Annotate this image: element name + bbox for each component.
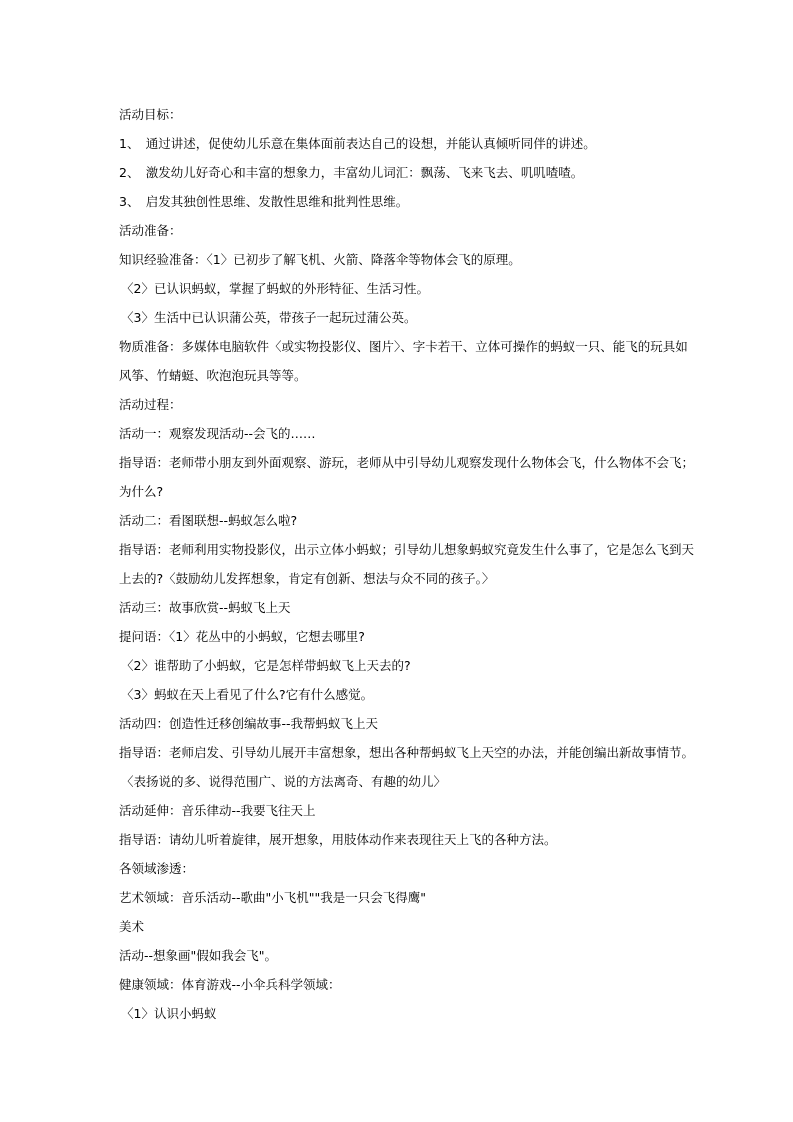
activity-extension-guide: 指导语：请幼儿听着旋律，展开想象，用肢体动作来表现往天上飞的各种方法。	[119, 832, 557, 847]
activity-three-question-3: 〈3〉蚂蚁在天上看见了什么?它有什么感觉。	[121, 687, 374, 702]
heading-activity-preparation: 活动准备：	[119, 223, 182, 238]
heading-activity-goals: 活动目标：	[119, 107, 182, 122]
science-item-1: 〈1〉认识小蚂蚁	[121, 1006, 217, 1021]
fine-arts-label: 美术	[119, 919, 145, 934]
knowledge-prep-1: 知识经验准备：〈1〉已初步了解飞机、火箭、降落伞等物体会飞的原理。	[119, 252, 521, 267]
activity-extension-title: 活动延伸：音乐律动--我要飞往天上	[119, 803, 316, 818]
material-prep-line-1: 物质准备：多媒体电脑软件〈或实物投影仪、图片〉、字卡若干、立体可操作的蚂蚁一只、能飞的玩具如	[119, 339, 688, 354]
activity-one-title: 活动一：观察发现活动--会飞的……	[119, 426, 316, 441]
knowledge-prep-3: 〈3〉生活中已认识蒲公英，带孩子一起玩过蒲公英。	[121, 310, 417, 325]
activity-three-title: 活动三：故事欣赏--蚂蚁飞上天	[119, 600, 291, 615]
art-domain-line: 艺术领域：音乐活动--歌曲"小飞机""我是一只会飞得鹰"	[119, 890, 427, 905]
fine-arts-activity: 活动--想象画"假如我会飞"。	[119, 948, 278, 963]
activity-four-guide: 指导语：老师启发、引导幼儿展开丰富想象，想出各种帮蚂蚁飞上天空的办法，并能创编出新故事情节。	[119, 745, 695, 760]
activity-four-note: 〈表扬说的多、说得范围广、说的方法离奇、有趣的幼儿〉	[121, 774, 447, 789]
activity-one-guide-line-1: 指导语：老师带小朋友到外面观察、游玩，老师从中引导幼儿观察发现什么物体会飞，什么物体不会飞；	[119, 455, 695, 470]
heading-domain-integration: 各领域渗透：	[119, 861, 195, 876]
material-prep-line-2: 风筝、竹蜻蜓、吹泡泡玩具等等。	[119, 368, 307, 383]
document-body	[119, 100, 695, 1028]
activity-three-question-2: 〈2〉谁帮助了小蚂蚁，它是怎样带蚂蚁飞上天去的?	[121, 658, 411, 673]
heading-activity-process: 活动过程：	[119, 397, 182, 412]
goal-item-2: 2、 激发幼儿好奇心和丰富的想象力，丰富幼儿词汇：飘荡、飞来飞去、叽叽喳喳。	[119, 165, 584, 180]
activity-one-guide-line-2: 为什么?	[119, 484, 164, 499]
knowledge-prep-2: 〈2〉已认识蚂蚁，掌握了蚂蚁的外形特征、生活习性。	[121, 281, 429, 296]
activity-three-question-1: 提问语：〈1〉花丛中的小蚂蚁，它想去哪里?	[119, 629, 365, 644]
goal-item-1: 1、 通过讲述，促使幼儿乐意在集体面前表达自己的设想，并能认真倾听同伴的讲述。	[119, 136, 596, 151]
activity-four-title: 活动四：创造性迁移创编故事--我帮蚂蚁飞上天	[119, 716, 379, 731]
health-domain-line: 健康领域：体育游戏--小伞兵科学领域：	[119, 977, 341, 992]
activity-two-guide-line-2: 上去的?〈鼓励幼儿发挥想象，肯定有创新、想法与众不同的孩子。〉	[119, 571, 495, 586]
goal-item-3: 3、 启发其独创性思维、发散性思维和批判性思维。	[119, 194, 409, 209]
activity-two-title: 活动二：看图联想--蚂蚁怎么啦?	[119, 513, 298, 528]
activity-two-guide-line-1: 指导语：老师利用实物投影仪，出示立体小蚂蚁；引导幼儿想象蚂蚁究竟发生什么事了，它是怎么飞到天	[119, 542, 695, 557]
